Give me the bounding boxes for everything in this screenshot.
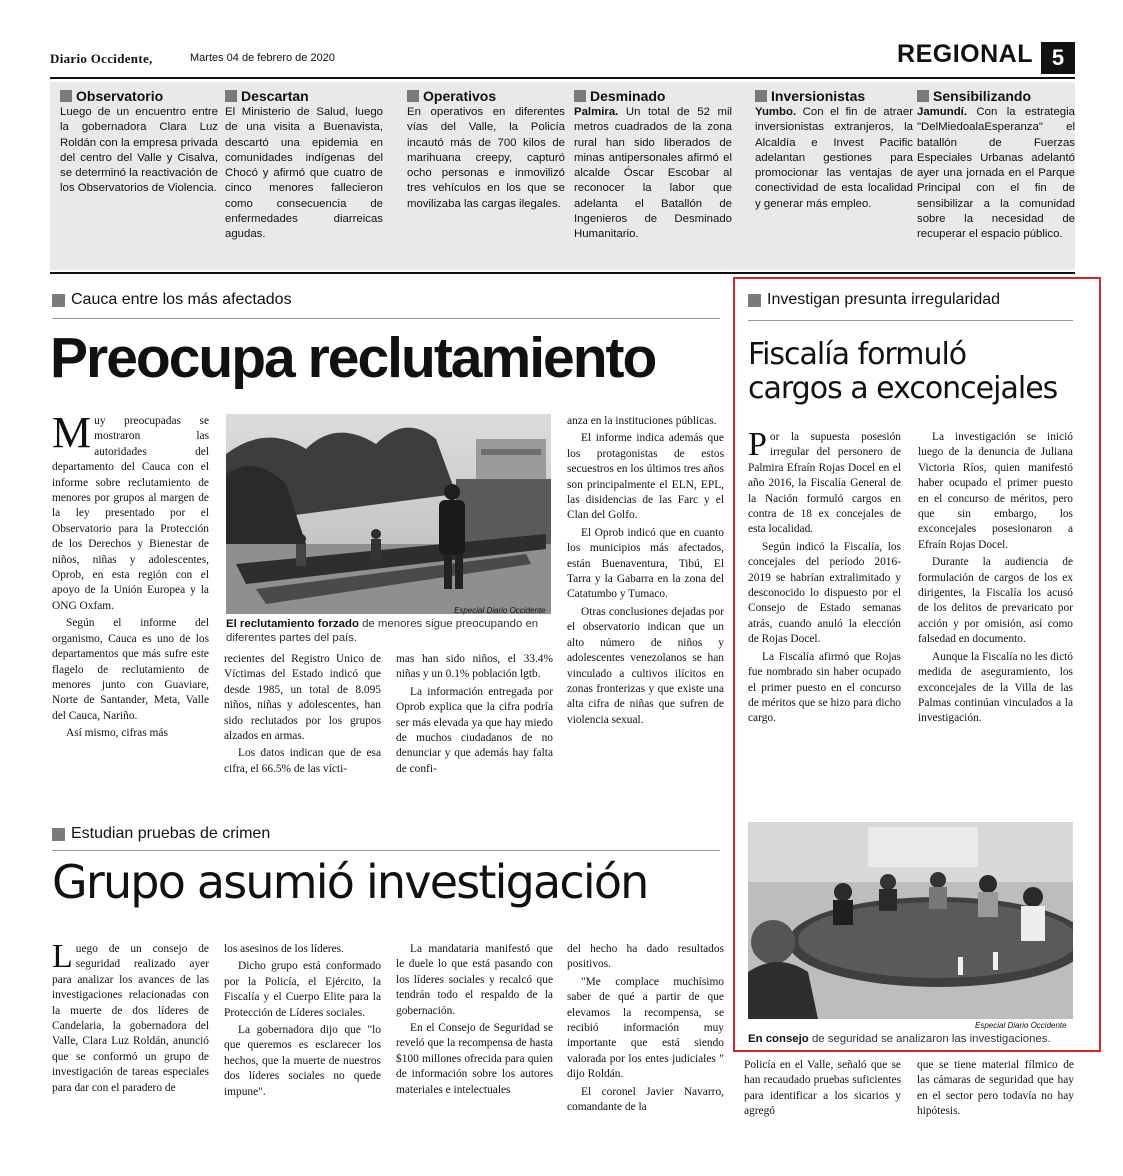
brief-text: Yumbo. Con el fin de atraer inversionistas extranjeros, la Alcaldía e Invest Pacific adelantan gestiones para promocionar las ventajas de conectividad de esta localidad y generar más empleo. [755, 106, 913, 210]
article3-column-5: Policía en el Valle, señaló que se han recaudado pruebas suficientes para identificar a los sicarios y agregó [744, 1059, 901, 1118]
article2-column-1: Por la supuesta posesión irregular del personero de Palmira Efraín Rojas Docel en el año 2016, la Fiscalía General de la Nación formuló cargos en contra de 18 ex concejales de esta localidad. Según indicó la Fiscalía, los concejales del período 2016- 2019 se habrían extralimitado y desconocido lo dispuesto por el Consejo de Estado semanas atrás, cuando anuló la elección de Rojas Docel. La Fiscalía afirmó que Rojas fue nombrado sin haber ocupado el primer puesto en el concurso de méritos que se hizo para dicho cargo. [748, 426, 901, 725]
article2-kicker: Investigan presunta irregularidad [748, 291, 1000, 309]
briefs-rule [50, 272, 1075, 274]
brief-text: Palmira. Un total de 52 mil metros cuadrados de la zona rural han sido liberados de minas antipersonales afirmó el alcalde Óscar Escobar al reconocer la labor que adelanta el Batallón de Ingenieros de Desminado Humanitario. [574, 106, 733, 241]
brief-observatorio [60, 82, 218, 270]
article3-kicker: Estudian pruebas de crimen [52, 825, 270, 843]
article3-column-6: que se tiene material fílmico de las cámaras de seguridad que hay en el sector pero todavía no hay hipótesis. [917, 1059, 1074, 1118]
brief-sensibilizando [917, 82, 1075, 270]
article1-column-2: recientes del Registro Unico de Víctimas del Estado indicó que desde 1985, un total de 8.095 niños, niñas y adolescentes, han sido reclutados por los grupos alzados en armas. Los datos indican que de esa cifra, el 66.5% de las vícti- [224, 653, 381, 775]
recruitment-photo [226, 414, 551, 614]
photo-caption: En consejo de seguridad se analizaron las investigaciones. [748, 1033, 1051, 1045]
square-bullet-icon [60, 90, 72, 102]
photo-credit: Especial Diario Occidente [454, 606, 546, 615]
river-boat-scene-image [226, 414, 551, 614]
article3-column-3: La mandataria manifestó que le duele lo que está pasando con los líderes sociales y recalcó que tendrán todo el respaldo de la gobernación. En el Consejo de Seguridad se reveló que la recompensa de hasta $100 millones ofrecida para quien de información sobre los autores materiales e intelectuales [396, 943, 553, 1096]
square-bullet-icon [748, 294, 761, 307]
brief-text: El Ministerio de Salud, luego de una visita a Buenavista, descartó una epidemia en comunidades indígenas del Chocó y afirmó que cuatro de cinco menores fallecieron como consecuencia de enfermedades diarreicas agudas. [225, 106, 383, 241]
square-bullet-icon [52, 828, 65, 841]
article2-headline: Fiscalía formuló cargos a exconcejales [748, 337, 1058, 406]
section-title: REGIONAL [897, 40, 1033, 68]
brief-title: Operativos [423, 88, 497, 104]
article1-kicker: Cauca entre los más afectados [52, 291, 292, 309]
brief-title: Desminado [590, 88, 666, 104]
kicker-rule [52, 850, 720, 851]
drop-cap: L [52, 938, 73, 975]
article1-headline: Preocupa reclutamiento [50, 326, 656, 390]
brief-desminado [574, 82, 732, 270]
page-header [50, 40, 1075, 76]
square-bullet-icon [574, 90, 586, 102]
page-number: 5 [1041, 42, 1075, 74]
drop-cap: M [52, 408, 92, 457]
brief-lead: Jamundí. [917, 106, 968, 118]
brief-operativos [407, 82, 565, 270]
article1-column-4: anza en la instituciones públicas. El informe indica además que los protagonistas de estos secuestros en los últimos tres años son principalmente el ELN, EPL, las disidencias de las Farc y el Clan del Golfo. El Oprob indicó que en cuanto los municipios más afectados, están Buenaventura, Tibú, El Tarra y la Gabarra en la zona del Catatumbo y Tumaco. Otras conclusiones dejadas por el observatorio indican que un alto número de niños y adolescentes venezolanos se han vinculado a cultivos ilícitos en zonas fronterizas y que existe una alta cifra de niñas que sufren de violencia sexual. [567, 415, 724, 726]
article2-column-2: La investigación se inició luego de la denuncia de Juliana Victoria Ríos, quien manifestó haber ocupado el primer puesto en el concurso de méritos, pero que sin embargo, los exconcejales posesionaron a Efraín Rojas Docel. Durante la audiencia de formulación de cargos de los ex dirigentes, la Fiscalía los acusó de los delitos de prevaricato por acción y por omisión, así como falsedad en documento. Aunque la Fiscalía no les dictó medida de aseguramiento, los exconcejales de la Villa de las Palmas continúan vinculados a la investigación. [918, 431, 1073, 725]
brief-descartan [225, 82, 383, 270]
brief-title: Inversionistas [771, 88, 866, 104]
brief-title: Observatorio [76, 88, 164, 104]
square-bullet-icon [755, 90, 767, 102]
square-bullet-icon [52, 294, 65, 307]
square-bullet-icon [225, 90, 237, 102]
brief-text: En operativos en diferentes vías del Valle, la Policía incautó más de 700 kilos de marihuana creepy, capturó ocho personas e inmovilizó tres vehículos en los que se movilizaba las cargas ilegales. [407, 106, 565, 210]
square-bullet-icon [917, 90, 929, 102]
article3-column-4: del hecho ha dado resultados positivos. "Me complace muchísimo saber de qué a partir de que elevamos la recompensa, se recibió información muy importante que está siendo valorada por los entes judiciales " dijo Roldán. El coronel Javier Navarro, comandante de la [567, 943, 724, 1114]
kicker-rule [748, 320, 1073, 321]
news-briefs [50, 82, 1075, 270]
square-bullet-icon [407, 90, 419, 102]
article1-column-1: Muy preocupadas se mostraron las autoridades del departamento del Cauca con el informe sobre reclutamiento de menores por grupos al margen de la ley presentado por el Observatorio para la Protección de los Derechos y Bienestar de niños, niñas y adolescentes, Oprob, en esta región con el apoyo de la Unión Europea y la ONG Oxfam. Según el informe del organismo, Cauca es uno de los departamentos que más sufre este flagelo de reclutamiento de menores junto con Guaviare, Norte de Santander, Meta, Valle del Cauca, Nariño. Así mismo, cifras más [52, 408, 209, 740]
brief-title: Sensibilizando [933, 88, 1032, 104]
meeting-room-image [748, 822, 1073, 1019]
kicker-rule [52, 318, 720, 319]
brief-lead: Yumbo. [755, 106, 797, 118]
photo-credit: Especial Diario Occidente [975, 1021, 1067, 1030]
brief-text: Luego de un encuentro entre la gobernadora Clara Luz Roldán con la empresa privada del centro del Valle y Cisalva, se determinó la reactivación de los Observatorios de Violencia. [60, 106, 218, 195]
edition-date: Martes 04 de febrero de 2020 [190, 52, 335, 64]
brief-text: Jamundí. Con la estrategia "DelMiedoalaEsperanza" el batallón de Fuerzas Especiales Urbanas adelantó ayer una jornada en el Parque Principal con el fin de sensibilizar a la comunidad sobre la necesidad de recuperar el espacio público. [917, 106, 1075, 241]
photo-caption: El reclutamiento forzado de menores sigue preocupando en diferentes partes del país. [226, 618, 539, 644]
article3-headline: Grupo asumió investigación [52, 855, 648, 909]
brief-inversionistas [755, 82, 913, 270]
security-council-photo [748, 822, 1073, 1019]
drop-cap: P [748, 426, 767, 463]
brief-title: Descartan [241, 88, 309, 104]
masthead: Diario Occidente, [50, 51, 153, 66]
header-rule [50, 77, 1075, 79]
brief-lead: Palmira. [574, 106, 619, 118]
article1-column-3: mas han sido niños, el 33.4% niñas y un 0.1% población lgtb. La información entregada por Oprob explica que la cifra podría ser más elevada ya que hay miedo de muchos ciudadanos de no denunciar y que además hay falta de confi- [396, 653, 553, 775]
article3-column-2: los asesinos de los líderes. Dicho grupo está conformado por la Policía, el Ejército, la Fiscalía y el Cuerpo Elite para la Protección de Líderes sociales. La gobernadora dijo que "lo que queremos es esclarecer los hechos, que la muerte de nuestros dos líderes sociales no quede impune". [224, 943, 381, 1098]
article3-column-1: Luego de un consejo de seguridad realizado ayer para analizar los avances de las investigaciones relacionadas con la muerte de dos líderes de Candelaria, la gobernadora del Valle, Clara Luz Roldán, anunció que se conformó un grupo de investigación de tareas especiales para dar con el paradero de [52, 938, 209, 1094]
